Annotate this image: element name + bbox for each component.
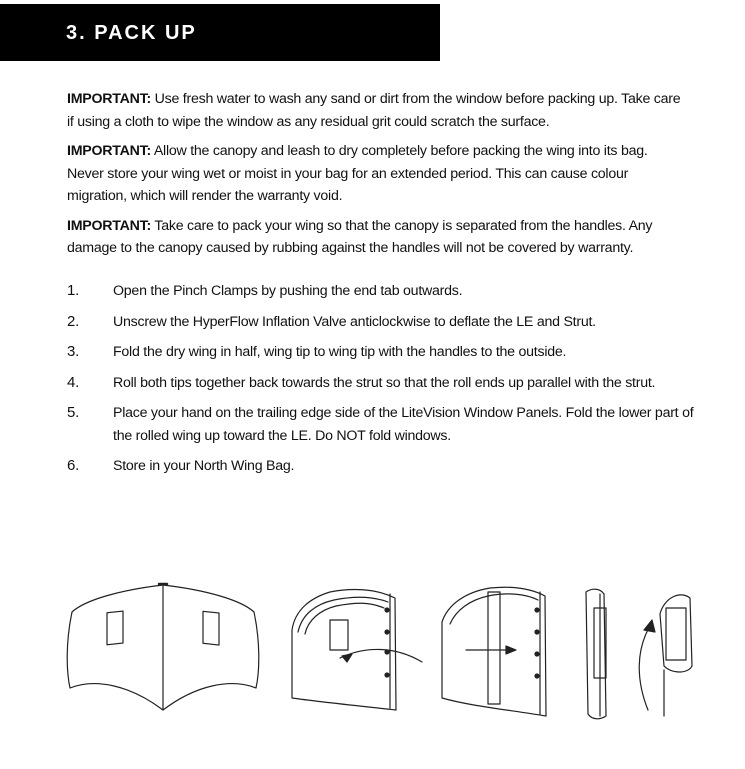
note-label: IMPORTANT:	[67, 143, 151, 159]
section-title: 3. PACK UP	[66, 22, 197, 44]
step-number: 1.	[67, 282, 80, 299]
open-wing-drawing	[67, 584, 259, 710]
step-item	[67, 455, 707, 478]
note-text: Take care to pack your wing so that the canopy is separated from the handles. Any damage to the canopy caused by rubbing against the handles will not be covered by warranty.	[67, 217, 653, 256]
important-note	[67, 88, 687, 133]
packing-illustration	[0, 570, 745, 730]
step-item	[67, 280, 707, 303]
note-label: IMPORTANT:	[67, 91, 151, 107]
step-item	[67, 372, 707, 395]
step-text: Place your hand on the trailing edge side of the LiteVision Window Panels. Fold the lower part of the rolled wing up toward the LE. Do NOT fold windows.	[113, 405, 694, 444]
section-header-bar	[0, 4, 440, 61]
folded-wing-drawing	[292, 590, 422, 710]
step-number: 6.	[67, 457, 80, 474]
important-notes	[67, 88, 687, 267]
note-text: Allow the canopy and leash to dry completely before packing the wing into its bag. Never store your wing wet or moist in your bag for an extended period. This can cause colour migration, which will render the warranty void.	[67, 143, 648, 204]
step-item	[67, 311, 707, 334]
pack-up-steps	[67, 280, 707, 486]
step-number: 5.	[67, 404, 80, 421]
step-text: Roll both tips together back towards the strut so that the roll ends up parallel with the strut.	[113, 374, 656, 391]
note-text: Use fresh water to wash any sand or dirt from the window before packing up. Take care if using a cloth to wipe the window as any residual grit could scratch the surface.	[67, 91, 681, 130]
step-number: 3.	[67, 343, 80, 360]
step-text: Open the Pinch Clamps by pushing the end tab outwards.	[113, 283, 463, 299]
step-item	[67, 402, 707, 447]
folded-up-drawing	[639, 595, 692, 716]
step-number: 4.	[67, 373, 80, 391]
step-text: Fold the dry wing in half, wing tip to wing tip with the handles to the outside.	[113, 344, 567, 360]
step-text: Unscrew the HyperFlow Inflation Valve anticlockwise to deflate the LE and Strut.	[113, 313, 596, 330]
important-note	[67, 215, 687, 260]
step-number: 2.	[67, 312, 80, 330]
rolled-wing-drawing	[442, 587, 546, 716]
note-label: IMPORTANT:	[67, 217, 151, 234]
step-item	[67, 341, 707, 364]
rolled-side-drawing	[586, 589, 606, 719]
important-note	[67, 140, 687, 208]
step-text: Store in your North Wing Bag.	[113, 458, 295, 474]
